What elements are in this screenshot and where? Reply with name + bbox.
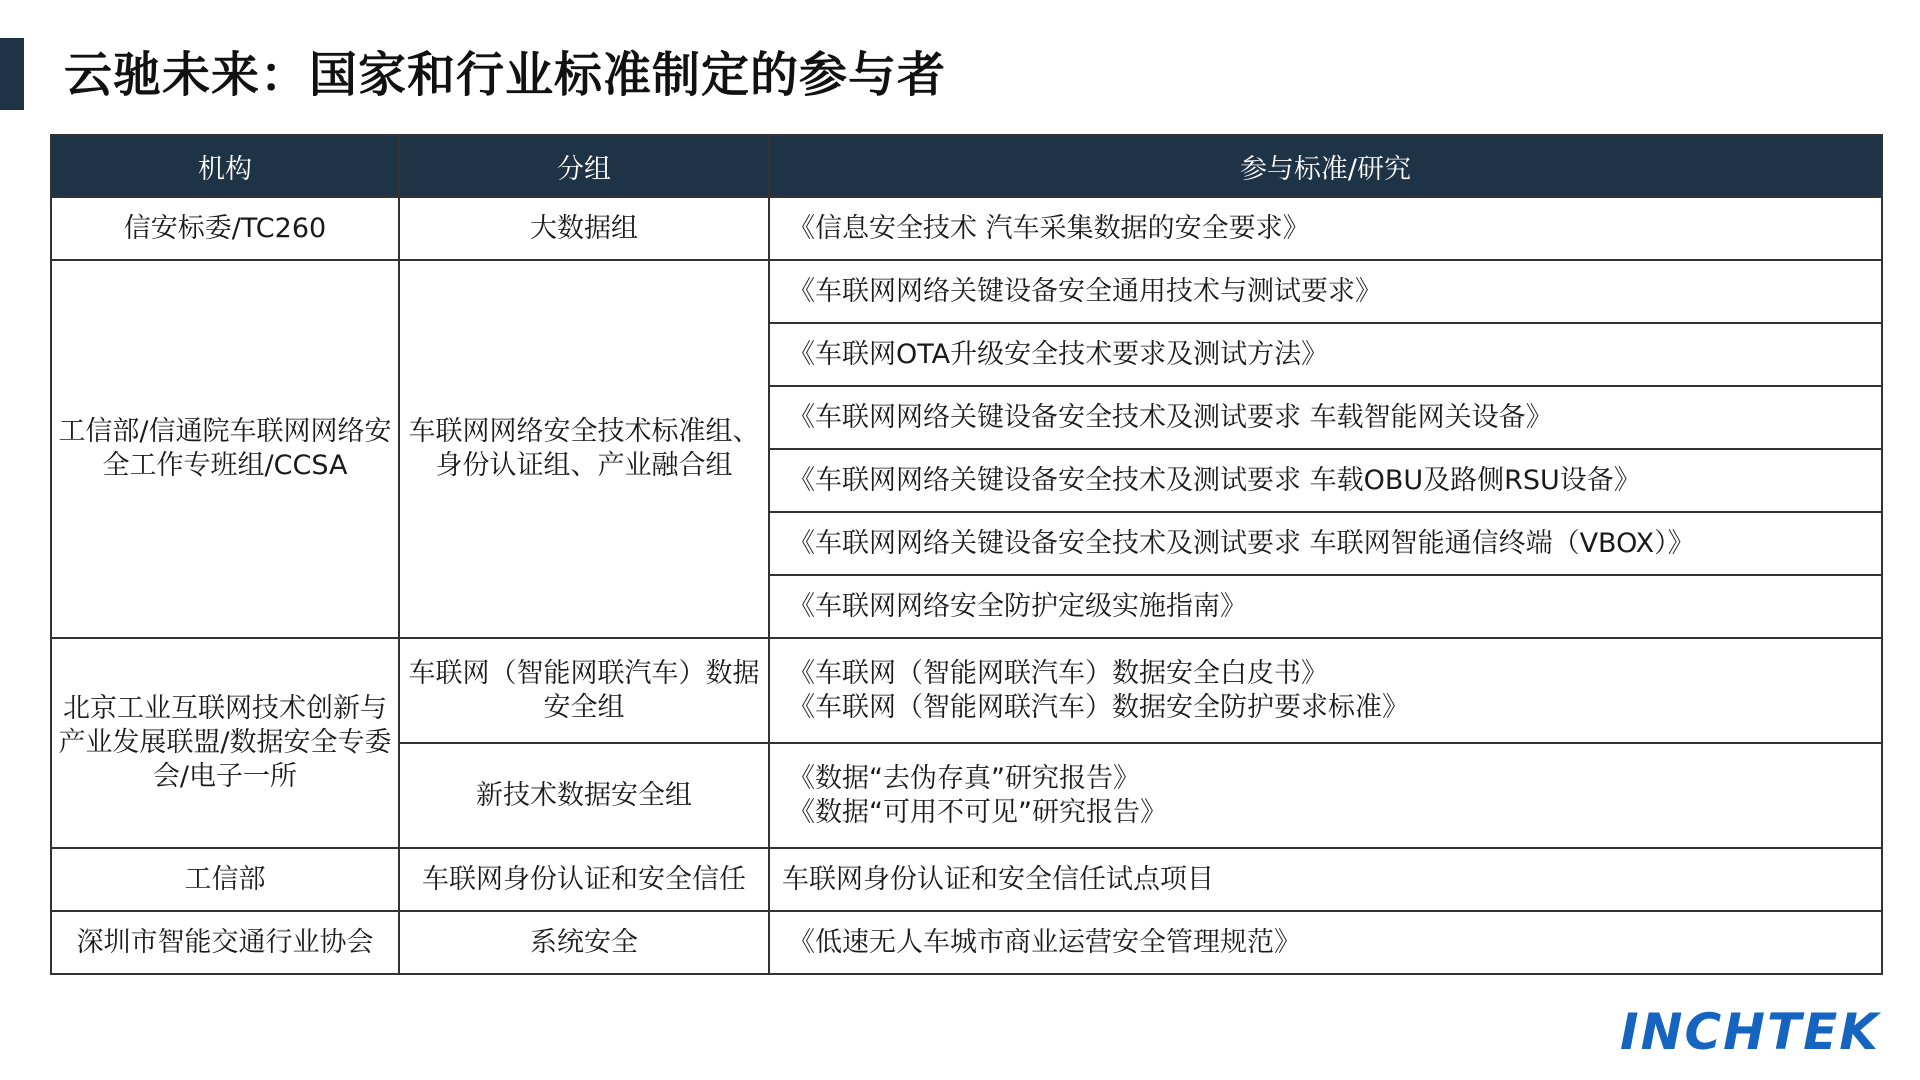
org-cell: 工信部 (51, 848, 399, 911)
standard-cell: 《车联网网络安全防护定级实施指南》 (769, 575, 1882, 638)
org-cell: 信安标委/TC260 (51, 197, 399, 260)
standard-cell: 车联网身份认证和安全信任试点项目 (769, 848, 1882, 911)
group-cell: 车联网（智能网联汽车）数据安全组 (399, 638, 769, 743)
standard-cell: 《车联网网络关键设备安全技术及测试要求 车载智能网关设备》 (769, 386, 1882, 449)
table-row (51, 638, 1882, 743)
table-row (51, 197, 1882, 260)
standard-cell: 《车联网网络关键设备安全技术及测试要求 车载OBU及路侧RSU设备》 (769, 449, 1882, 512)
org-cell: 工信部/信通院车联网网络安全工作专班组/CCSA (51, 260, 399, 638)
group-cell: 大数据组 (399, 197, 769, 260)
org-cell: 北京工业互联网技术创新与产业发展联盟/数据安全专委会/电子一所 (51, 638, 399, 848)
table-header-row (51, 135, 1882, 197)
standard-cell: 《信息安全技术 汽车采集数据的安全要求》 (769, 197, 1882, 260)
standard-cell: 《车联网OTA升级安全技术要求及测试方法》 (769, 323, 1882, 386)
standard-line: 《车联网（智能网联汽车）数据安全防护要求标准》 (788, 691, 1409, 723)
header-standards: 参与标准/研究 (769, 135, 1882, 197)
page-title: 云驰未来：国家和行业标准制定的参与者 (64, 47, 947, 103)
group-cell: 车联网身份认证和安全信任 (399, 848, 769, 911)
header-group: 分组 (399, 135, 769, 197)
group-cell: 系统安全 (399, 911, 769, 974)
logo-text: INCHTEK (1620, 1003, 1880, 1061)
table-row (51, 848, 1882, 911)
standard-cell: 《车联网网络关键设备安全技术及测试要求 车联网智能通信终端（VBOX）》 (769, 512, 1882, 575)
standard-cell: 《低速无人车城市商业运营安全管理规范》 (769, 911, 1882, 974)
org-cell: 深圳市智能交通行业协会 (51, 911, 399, 974)
header-org: 机构 (51, 135, 399, 197)
standard-cell (769, 638, 1882, 743)
table-row (51, 260, 1882, 323)
standards-table (50, 134, 1883, 975)
group-cell: 新技术数据安全组 (399, 743, 769, 848)
standard-cell: 《车联网网络关键设备安全通用技术与测试要求》 (769, 260, 1882, 323)
standard-line: 《车联网（智能网联汽车）数据安全白皮书》 (788, 657, 1328, 689)
standard-cell (769, 743, 1882, 848)
standard-line: 《数据“可用不可见”研究报告》 (788, 796, 1167, 828)
group-cell: 车联网网络安全技术标准组、身份认证组、产业融合组 (399, 260, 769, 638)
table-row (51, 911, 1882, 974)
title-accent-bar (0, 38, 24, 110)
inchtek-logo (1620, 1003, 1880, 1061)
standard-line: 《数据“去伪存真”研究报告》 (788, 762, 1140, 794)
